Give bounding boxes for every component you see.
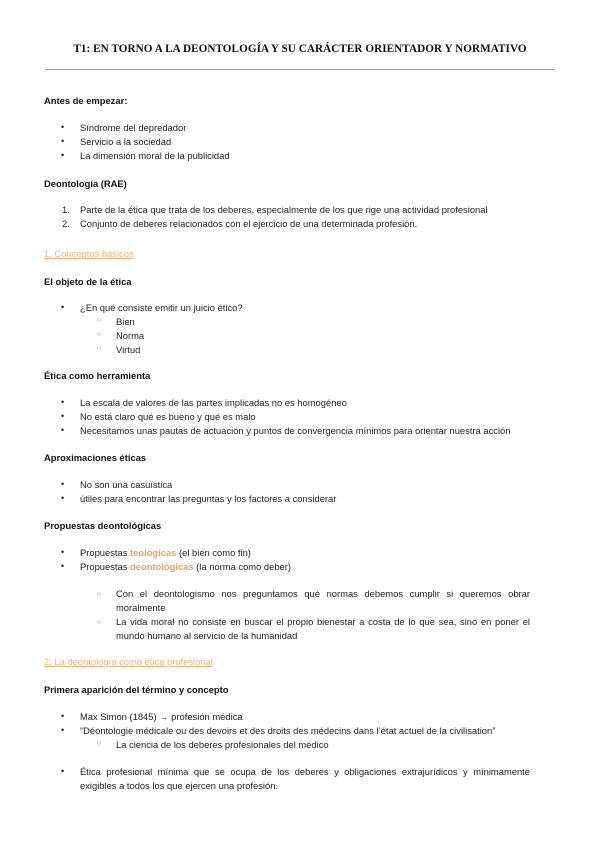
- sub-list-item: ○ Virtud: [116, 344, 140, 355]
- list-item: • Síndrome del depredador: [80, 122, 186, 133]
- text-suffix: (el bien como fin): [176, 547, 251, 558]
- list-item: • útiles para encontrar las preguntas y los factores a considerar: [80, 493, 336, 504]
- sub-list-item: ○ La ciencia de los deberes profesionales del médico: [116, 739, 329, 750]
- text-prefix: Propuestas: [80, 561, 131, 572]
- heading-propuestas: Propuestas deontológicas: [44, 520, 162, 531]
- list-item: • No son una casuística: [80, 479, 172, 490]
- list-item: Conjunto de deberes relacionados con el ejercicio de una determinada profesión.: [80, 218, 418, 229]
- sub-list-item: ○ La vida moral no consiste en buscar el propio bienestar a costa de lo que sea, sino en poner el mundo humano al servicio de la humanidad: [116, 615, 530, 642]
- list-item: • Max Simon (1845) → profesión médica: [80, 711, 243, 722]
- sub-list-item: ○ Norma: [116, 330, 144, 341]
- list-number: 1.: [62, 204, 70, 215]
- heading-rae: Deontología (RAE): [44, 178, 127, 189]
- section-link-conceptos-basicos[interactable]: 1. Conceptos básicos: [44, 248, 134, 259]
- section-link-deontologia-etica-profesional[interactable]: 2. La deontología como ética profesional: [44, 656, 213, 667]
- list-item: • La dimensión moral de la publicidad: [80, 150, 230, 161]
- heading-herramienta: Ética como herramienta: [44, 370, 151, 381]
- list-item: • ¿En qué consiste emitir un juicio ético?: [80, 302, 243, 313]
- sub-list-item: ○ Bien: [116, 316, 135, 327]
- list-item: • No está claro qué es bueno y qué es malo: [80, 411, 256, 422]
- heading-primera: Primera aparición del término y concepto: [44, 684, 229, 695]
- list-number: 2.: [62, 218, 70, 229]
- heading-objeto: El objeto de la ética: [44, 276, 132, 287]
- text-suffix: (la norma como deber): [193, 561, 292, 572]
- heading-aproximaciones: Aproximaciones éticas: [44, 452, 147, 463]
- list-item: • Necesitamos unas pautas de actuación y puntos de convergencia mínimos para orientar nuestra acción: [80, 425, 510, 436]
- text-prefix: Propuestas: [80, 547, 131, 558]
- list-item: • La escala de valores de las partes implicadas no es homogéneo: [80, 397, 347, 408]
- list-item: • “Déontologie médicale ou des devoirs et des droits des médecins dans l’état actuel de la civilisation”: [80, 725, 495, 736]
- list-item: Parte de la ética que trata de los deberes, especialmente de los que rige una actividad profesional: [80, 204, 488, 215]
- heading-before: Antes de empezar:: [44, 95, 128, 106]
- title-divider: [46, 69, 554, 70]
- list-item: [80, 547, 251, 558]
- list-item: [80, 561, 291, 572]
- list-item: • Ética profesional mínima que se ocupa de los deberes y obligaciones extrajurídicos y mínimamente exigibles a todos los que ejercen una profesión.: [80, 765, 530, 792]
- page-title: T1: EN TORNO A LA DEONTOLOGÍA Y SU CARÁCTER ORIENTADOR Y NORMATIVO: [73, 43, 527, 55]
- highlight-teologicas: teológicas: [130, 547, 177, 558]
- sub-list-item: ○ Con el deontologismo nos preguntamos qué normas debemos cumplir si queremos obrar moralmente: [116, 587, 530, 614]
- highlight-deontologicas: deontológicas: [130, 561, 194, 572]
- list-item: • Servicio a la sociedad: [80, 136, 171, 147]
